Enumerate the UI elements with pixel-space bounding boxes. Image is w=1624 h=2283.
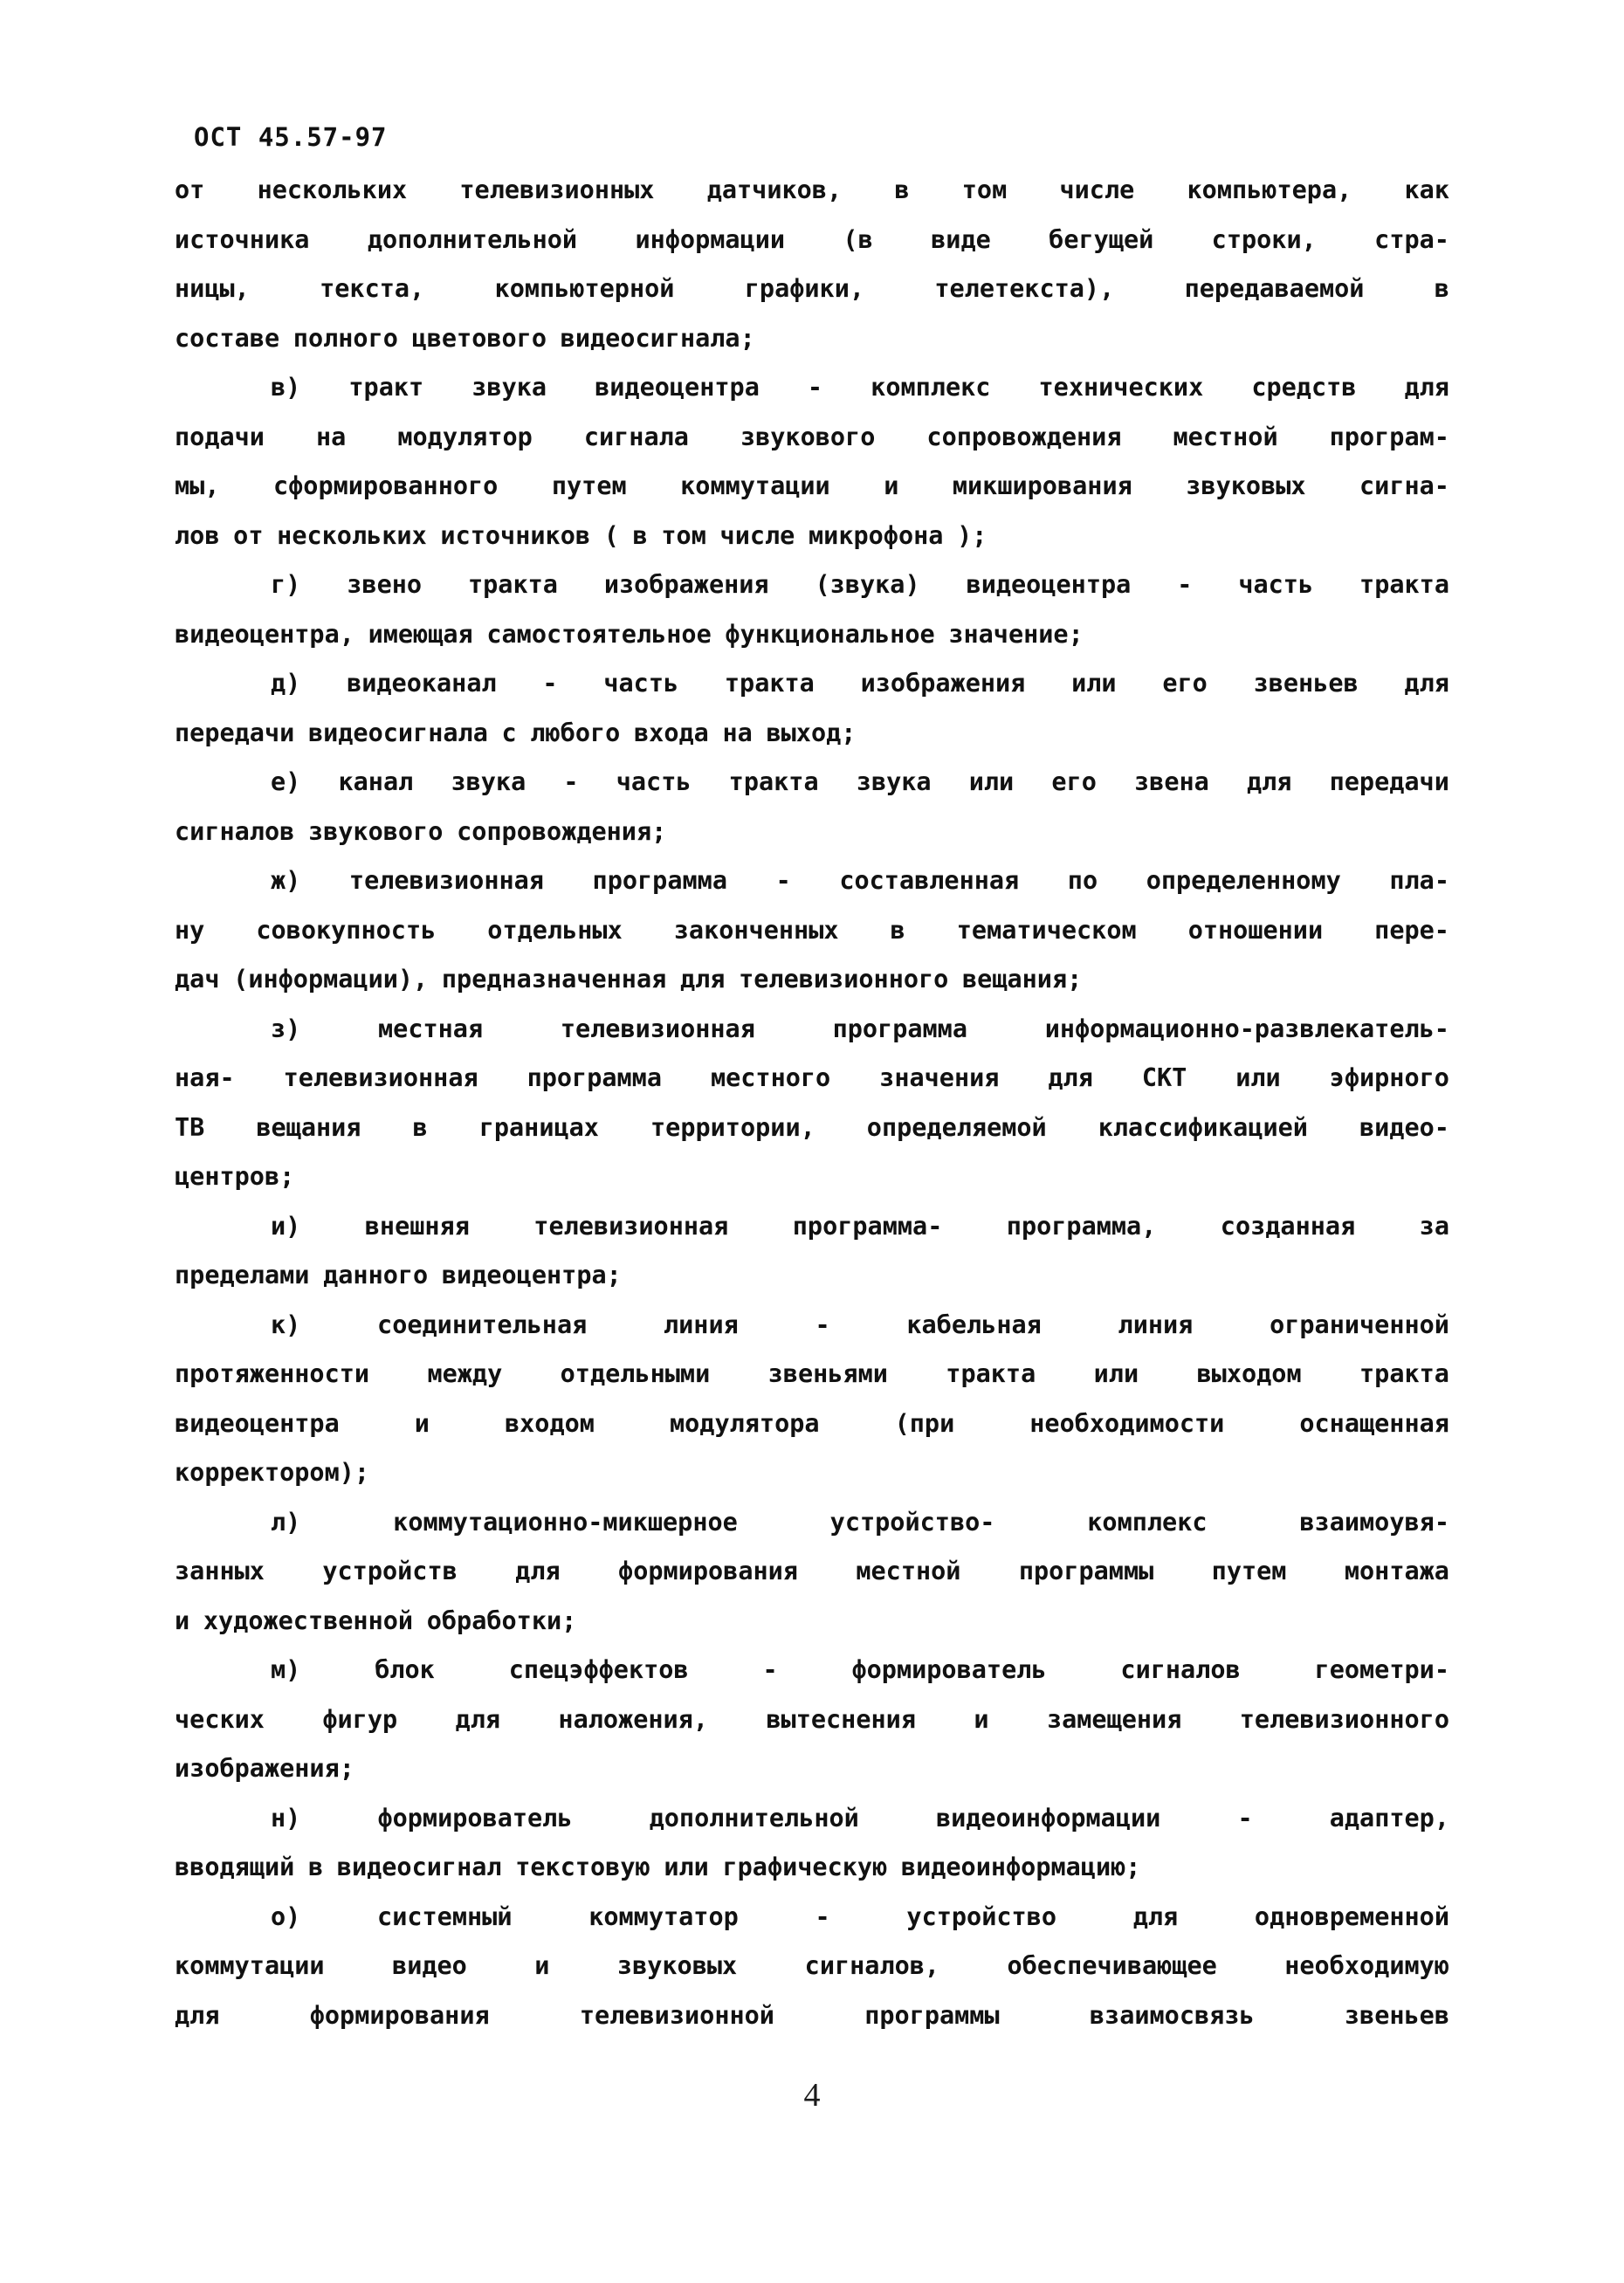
text-line: дач (информации), предназначенная для телевизионного вещания;	[175, 965, 1083, 994]
page-number: 4	[803, 2077, 821, 2114]
text-line: занных устройств для формирования местной программы путем монтажа	[175, 1557, 1449, 1585]
text-line: видеоцентра, имеющая самостоятельное функциональное значение;	[175, 619, 1084, 649]
text-line: о) системный коммутатор - устройство для одновременной	[271, 1901, 1449, 1931]
document-body	[175, 166, 1449, 2040]
text-line: г) звено тракта изображения (звука) видеоцентра - часть тракта	[271, 570, 1449, 599]
text-line: ТВ вещания в границах территории, определяемой классификацией видео-	[175, 1112, 1449, 1142]
text-line: составе полного цветового видеосигнала;	[175, 323, 755, 353]
document-header: ОСТ 45.57-97	[194, 122, 388, 152]
text-line: ну совокупность отдельных законченных в тематическом отношении пере-	[175, 915, 1449, 945]
text-line: ницы, текста, компьютерной графики, телетекста), передаваемой в	[175, 274, 1449, 303]
text-line: е) канал звука - часть тракта звука или его звена для передачи	[271, 767, 1449, 796]
text-line: вводящий в видеосигнал текстовую или графическую видеоинформацию;	[175, 1853, 1141, 1881]
text-line: и) внешняя телевизионная программа- программа, созданная за	[271, 1211, 1449, 1241]
text-line: источника дополнительной информации (в виде бегущей строки, стра-	[175, 224, 1449, 254]
text-line: д) видеоканал - часть тракта изображения или его звеньев для	[271, 669, 1449, 698]
text-line: корректором);	[175, 1458, 370, 1487]
text-line: мы, сформированного путем коммутации и микширования звуковых сигна-	[175, 471, 1449, 500]
text-line: протяженности между отдельными звеньями тракта или выходом тракта	[175, 1359, 1449, 1388]
text-line: н) формирователь дополнительной видеоинформации - адаптер,	[271, 1803, 1449, 1833]
text-line: изображения;	[175, 1754, 354, 1783]
text-line: в) тракт звука видеоцентра - комплекс технических средств для	[271, 373, 1449, 402]
text-line: ческих фигур для наложения, вытеснения и замещения телевизионного	[175, 1704, 1449, 1734]
text-line: лов от нескольких источников ( в том числе микрофона );	[175, 520, 987, 550]
text-line: ная- телевизионная программа местного значения для СКТ или эфирного	[175, 1063, 1449, 1092]
text-line: м) блок спецэффектов - формирователь сигналов геометри-	[271, 1655, 1449, 1684]
text-line: видеоцентра и входом модулятора (при необходимости оснащенная	[175, 1408, 1449, 1438]
text-line: передачи видеосигнала с любого входа на выход;	[175, 718, 857, 747]
text-line: подачи на модулятор сигнала звукового сопровождения местной програм-	[175, 422, 1449, 451]
text-line: пределами данного видеоцентра;	[175, 1261, 622, 1289]
text-line: от нескольких телевизионных датчиков, в том числе компьютера, как	[175, 175, 1449, 204]
text-line: к) соединительная линия - кабельная линия ограниченной	[271, 1310, 1449, 1339]
text-line: з) местная телевизионная программа информационно-развлекатель-	[271, 1014, 1449, 1043]
text-line: ж) телевизионная программа - составленная по определенному пла-	[271, 866, 1449, 895]
text-line: сигналов звукового сопровождения;	[175, 816, 667, 846]
text-line: центров;	[175, 1162, 295, 1191]
text-line: и художественной обработки;	[175, 1606, 577, 1635]
text-line: для формирования телевизионной программы взаимосвязь звеньев	[175, 2000, 1449, 2030]
text-line: коммутации видео и звуковых сигналов, обеспечивающее необходимую	[175, 1951, 1449, 1980]
text-line: л) коммутационно-микшерное устройство- комплекс взаимоувя-	[271, 1507, 1449, 1537]
